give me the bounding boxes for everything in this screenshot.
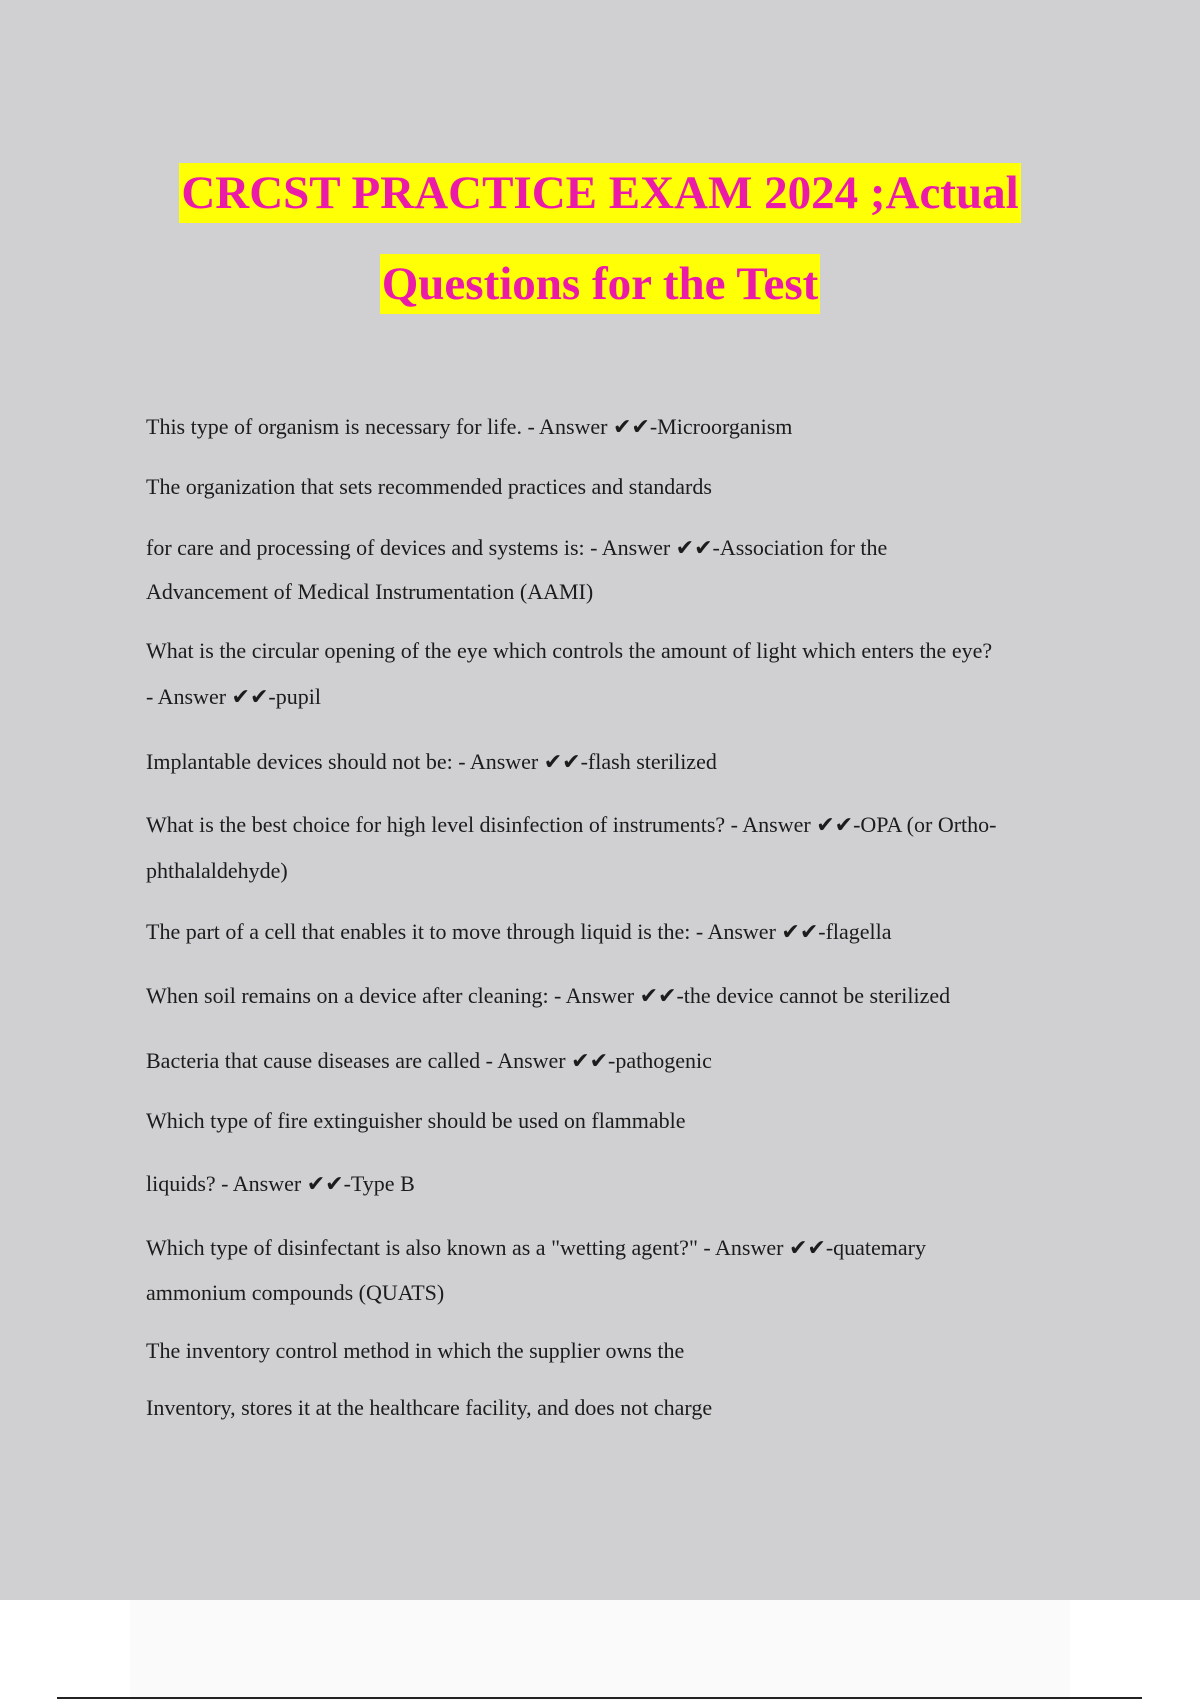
qa-line: Which type of fire extinguisher should be used on flammable <box>146 1108 686 1133</box>
qa-line: This type of organism is necessary for life. - Answer ✔✔-Microorganism <box>146 414 793 439</box>
qa-line: The organization that sets recommended practices and standards <box>146 474 712 499</box>
qa-line: Inventory, stores it at the healthcare facility, and does not charge <box>146 1395 713 1420</box>
qa-line: What is the best choice for high level disinfection of instruments? - Answer ✔✔-OPA (or Ortho- <box>146 812 997 837</box>
page-bottom-margin <box>0 1600 1200 1700</box>
qa-line: - Answer ✔✔-pupil <box>146 684 321 709</box>
qa-line: The inventory control method in which the supplier owns the <box>146 1338 685 1363</box>
qa-line: Implantable devices should not be: - Answer ✔✔-flash sterilized <box>146 749 717 774</box>
qa-line: Advancement of Medical Instrumentation (AAMI) <box>146 579 594 604</box>
qa-line: Which type of disinfectant is also known as a "wetting agent?" - Answer ✔✔-quatemary <box>146 1235 927 1260</box>
qa-line: ammonium compounds (QUATS) <box>146 1280 445 1305</box>
qa-line: What is the circular opening of the eye which controls the amount of light which enters the eye? <box>146 638 993 663</box>
qa-line: The part of a cell that enables it to move through liquid is the: - Answer ✔✔-flagella <box>146 919 892 944</box>
document-title <box>0 163 1200 314</box>
next-page-preview <box>130 1600 1070 1700</box>
qa-line: for care and processing of devices and systems is: - Answer ✔✔-Association for the <box>146 535 888 560</box>
title-line-1: CRCST PRACTICE EXAM 2024 ;Actual <box>179 163 1020 223</box>
title-line-2: Questions for the Test <box>380 254 821 314</box>
footer-rule <box>57 1697 1142 1699</box>
qa-line: phthalaldehyde) <box>146 858 288 883</box>
qa-line: liquids? - Answer ✔✔-Type B <box>146 1171 415 1196</box>
qa-line: Bacteria that cause diseases are called - Answer ✔✔-pathogenic <box>146 1048 712 1073</box>
qa-line: When soil remains on a device after cleaning: - Answer ✔✔-the device cannot be sterilized <box>146 983 951 1008</box>
